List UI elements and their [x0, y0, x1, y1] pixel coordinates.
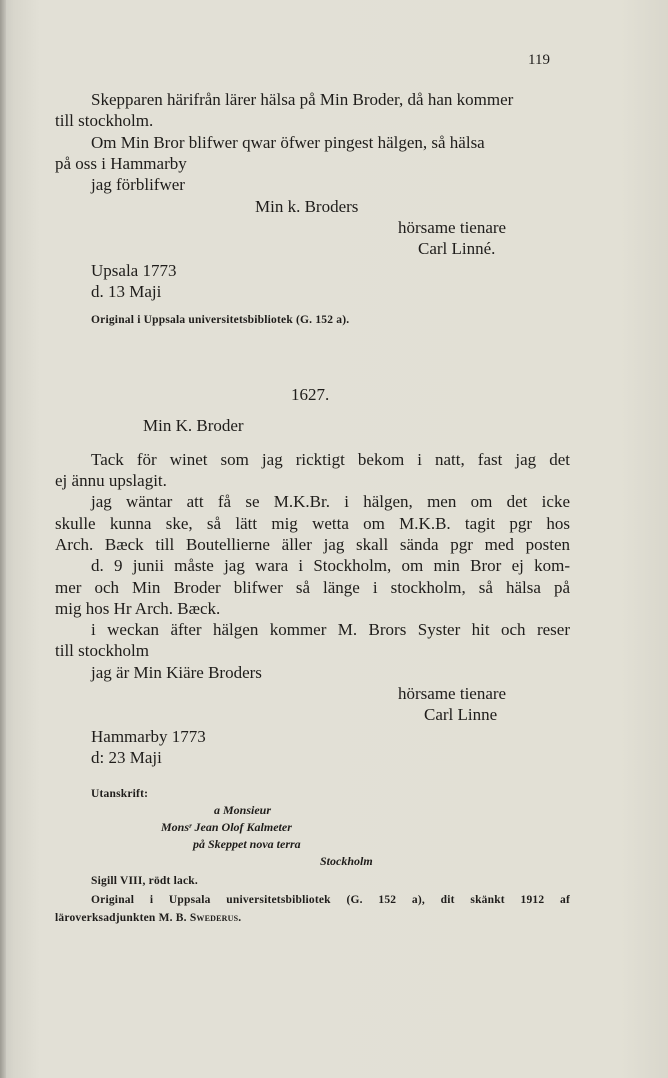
address-line-1: a Monsieur	[214, 803, 272, 817]
source-note-text: läroverksadjunkten M. B.	[55, 912, 190, 924]
letter2-line-3: jag wäntar att få se M.K.Br. i hälgen, men om det icke	[91, 492, 570, 511]
letter2-line-4: skulle kunna ske, så lätt mig wetta om M.K.B. tagit pgr hos	[55, 514, 570, 533]
letter2-date: d: 23 Maji	[91, 748, 162, 767]
address-line-4: Stockholm	[320, 854, 373, 868]
letter2-signature-line-1: hörsame tienare	[398, 684, 507, 703]
letter1-signature-name: Carl Linné.	[418, 239, 496, 258]
letter2-line-2: ej ännu upslagit.	[55, 471, 167, 490]
letter2-source-note-line-2	[55, 908, 241, 928]
letter2-salutation: Min K. Broder	[143, 416, 244, 435]
letter2-line-9: i weckan äfter hälgen kommer M. Brors Syster hit och reser	[91, 620, 570, 639]
letter2-number: 1627.	[291, 385, 330, 404]
letter1-date: d. 13 Maji	[91, 282, 162, 301]
letter2-line-11: jag är Min Kiäre Broders	[91, 663, 262, 682]
letter2-line-10: till stockholm	[55, 641, 149, 660]
letter1-source-note: Original i Uppsala universitetsbibliotek (G. 152 a).	[91, 314, 350, 326]
letter2-line-5: Arch. Bæck till Boutellierne äller jag skall sända pgr med posten	[55, 535, 570, 554]
letter2-line-7: mer och Min Broder blifwer så länge i stockholm, så hälsa på	[55, 578, 570, 597]
letter1-place: Upsala 1773	[91, 261, 177, 280]
letter1-line-2: till stockholm.	[55, 111, 154, 130]
address-label: Utanskrift:	[91, 788, 149, 800]
page-number: 119	[528, 52, 550, 68]
letter2-source-note-line-1: Original i Uppsala universitetsbibliotek (G. 152 a), dit skänkt 1912 af	[91, 894, 570, 906]
letter2-line-8: mig hos Hr Arch. Bæck.	[55, 599, 221, 618]
letter1-line-5: jag förblifwer	[91, 175, 185, 194]
letter2-line-1: Tack för winet som jag ricktigt bekom i natt, fast jag det	[91, 450, 570, 469]
letter1-line-3: Om Min Bror blifwer qwar öfwer pingest hälgen, så hälsa	[91, 133, 485, 152]
page-binding	[0, 0, 6, 1078]
letter1-line-4: på oss i Hammarby	[55, 154, 187, 173]
address-line-2: Monsʳ Jean Olof Kalmeter	[161, 820, 292, 834]
letter1-line-1: Skepparen härifrån lärer hälsa på Min Broder, då han kommer	[91, 90, 514, 109]
letter1-closing: Min k. Broders	[255, 197, 359, 216]
source-note-name: Swederus.	[189, 912, 242, 924]
address-line-3: på Skeppet nova terra	[193, 837, 301, 851]
letter2-signature-name: Carl Linne	[424, 705, 498, 724]
seal-note: Sigill VIII, rödt lack.	[91, 875, 198, 887]
letter2-place: Hammarby 1773	[91, 727, 206, 746]
letter1-signature-line-1: hörsame tienare	[398, 218, 507, 237]
letter2-line-6: d. 9 junii måste jag wara i Stockholm, om min Bror ej kom-	[91, 556, 570, 575]
